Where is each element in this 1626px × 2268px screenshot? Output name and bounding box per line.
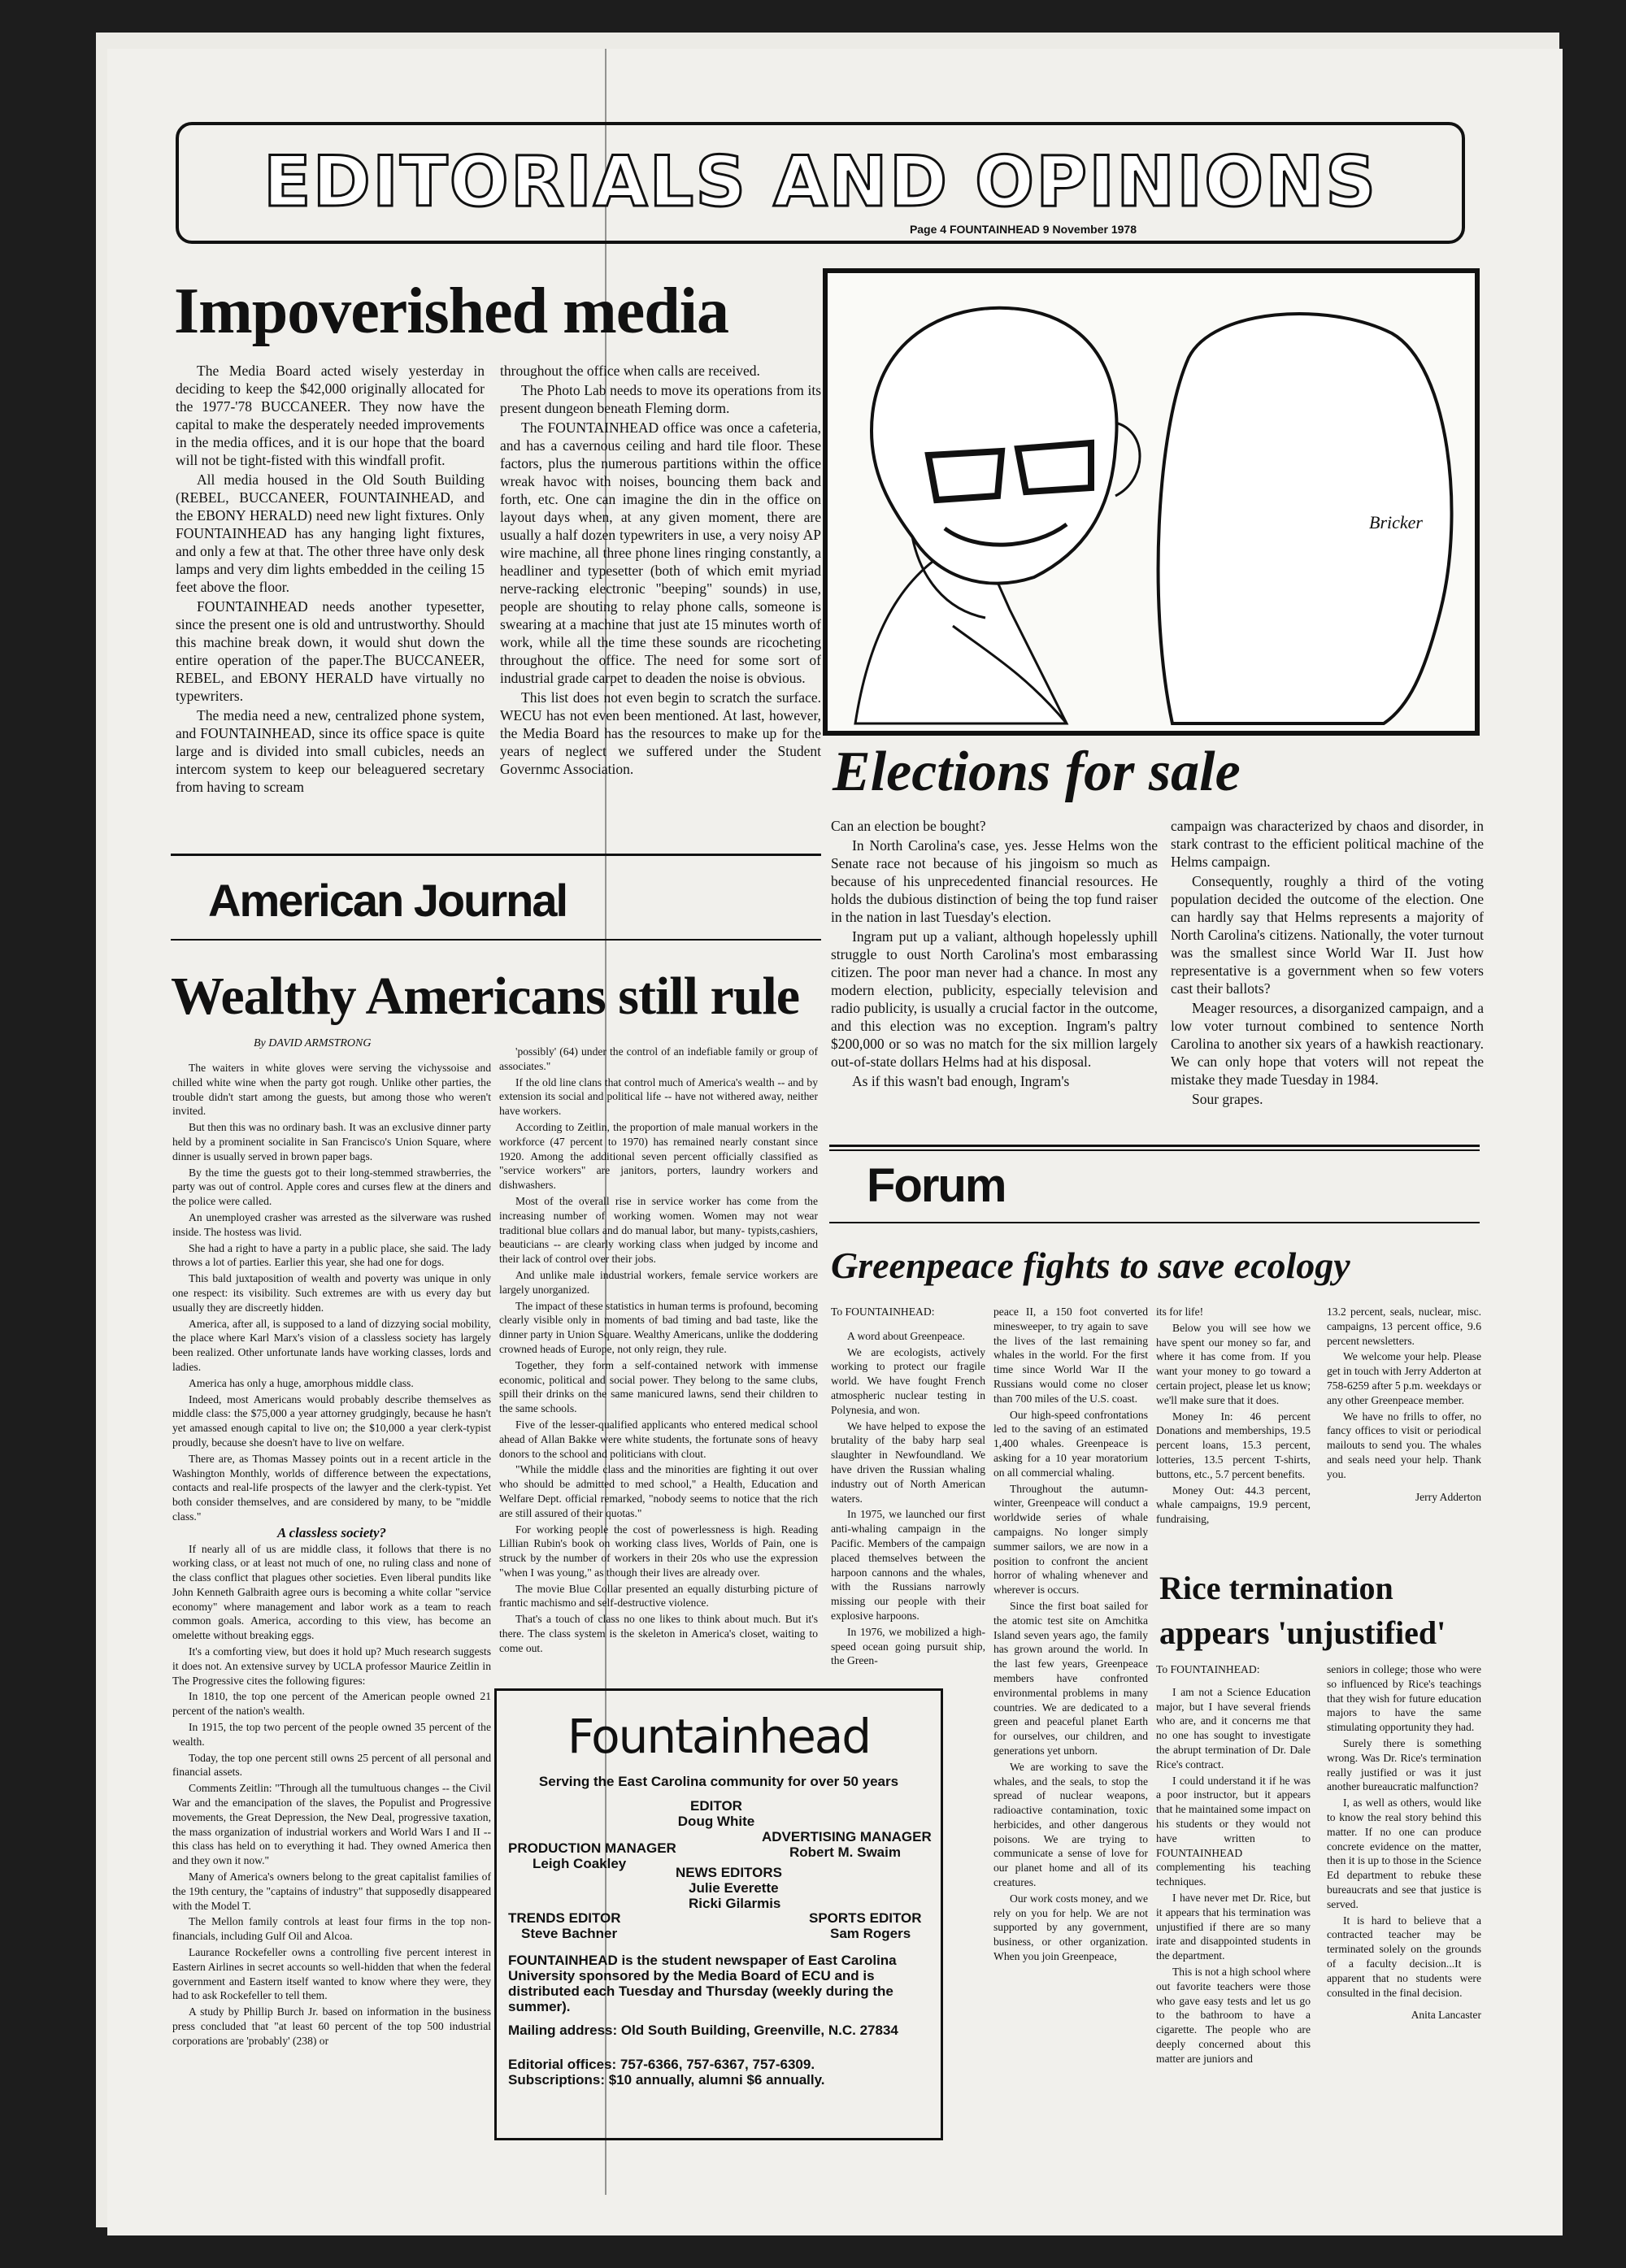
trends-name: Steve Bachner	[521, 1926, 618, 1941]
paragraph: Money Out: 44.3 percent, whale campaigns, 19.9 percent, fundraising,	[1156, 1484, 1311, 1526]
paragraph: We are ecologists, actively working to protect our fragile world. We have fought French atmospheric nuclear testing in Polynesia, and won.	[831, 1345, 985, 1416]
rice-col1	[1156, 1662, 1311, 2068]
section-masthead	[176, 122, 1465, 244]
paragraph: Indeed, most Americans would probably describe themselves as middle class: the $75,000 a year attorney grudgingly, because he hasn't yet amassed enough capital to live on; the $10,000 a year clerk-typist proudly, because she doesn't have to live on welfare.	[172, 1393, 491, 1449]
advertising-title: ADVERTISING MANAGER	[762, 1829, 932, 1844]
paragraph: The impact of these statistics in human terms is profound, becoming clearly visible only in moments of bad timing and bad taste, like the dinner party in Union Square. Wealthy Americans, unlike the doddering crowned heads of Europe, not only reign, they rule.	[499, 1299, 818, 1355]
elections-col2	[1171, 817, 1484, 1110]
impoverished-col2	[500, 362, 821, 780]
paragraph: An unemployed crasher was arrested as the silverware was rushed inside. The hostess was livid.	[172, 1210, 491, 1238]
cartoon-signature: Bricker	[1369, 512, 1423, 532]
headline-wealthy-americans: Wealthy Americans still rule	[171, 967, 800, 1026]
divider	[171, 939, 821, 941]
paragraph: This list does not even begin to scratch the surface. WECU has not even been mentioned. At last, however, the Media Board has the resources to make up for the years of neglect we suffered under the Student Governmc Association.	[500, 689, 821, 777]
greenpeace-col1	[831, 1305, 985, 1670]
paragraph: The FOUNTAINHEAD office was once a cafeteria, and has a cavernous ceiling and hard tile floor. These factors, plus the numerous partitions within the office wreak havoc with noises, bouncing them back and forth, etc. One can imagine the din in the office on layout days when, at any given moment, there are usually a half dozen typewriters in use, a very noisy AP wire machine, all three phone lines ringing constantly, a headliner and typesetter (both of which emit myriad nerve-racking electronic "beeping" sounds) in use, people are shouting to relay phone calls, someone is swearing at a machine that just ate 15 minutes worth of work, while all the time these sounds are ricocheting throughout the office. The need for some sort of industrial grade carpet to deaden the noise is obvious.	[500, 419, 821, 686]
elections-col1	[831, 817, 1158, 1092]
greenpeace-col4	[1327, 1305, 1481, 1505]
paragraph: its for life!	[1156, 1306, 1204, 1318]
dateline: Page 4 FOUNTAINHEAD 9 November 1978	[909, 223, 1137, 236]
paragraph: We have helped to expose the brutality of the baby harp seal slaughter in Newfoundland. We have driven the Russian whaling industry out of North American waters.	[831, 1419, 985, 1505]
paragraph: All media housed in the Old South Building (REBEL, BUCCANEER, FOUNTAINHEAD, and the EBONY HERALD) need new light fixtures. Only FOUNTAINHEAD has any hanging light fixtures, and only a few at that. The other three have only desk lamps and very dim lights embedded in the ceiling 15 feet above the floor.	[176, 471, 485, 595]
signature-anita-lancaster: Anita Lancaster	[1411, 2009, 1481, 2022]
trends-title: TRENDS EDITOR	[508, 1910, 621, 1926]
divider	[829, 1149, 1480, 1151]
paragraph: Five of the lesser-qualified applicants who entered medical school ahead of Allan Bakke were white students, the fortunate sons of heavy donors to the school and politicians with clout.	[499, 1418, 818, 1460]
rice-col2	[1327, 1662, 1481, 2024]
paragraph: If the old line clans that control much of America's wealth -- and by extension its social and political life -- have not withered away, neither have workers.	[499, 1075, 818, 1118]
greenpeace-col2	[993, 1305, 1148, 1966]
paragraph: I could understand it if he was a poor instructor, but it appears that he maintained some impact on his students or they would not have written to FOUNTAINHEAD complementing his teaching techniques.	[1156, 1774, 1311, 1888]
paragraph: seniors in college; those who were so influenced by Rice's teachings that they wish for future education majors to have the same stimulating opportunity they had.	[1327, 1663, 1481, 1734]
paragraph: If nearly all of us are middle class, it follows that there is no working class, or at least not much of one, no ruling class and none of the class conflict that plagues other societies. Even liberal pundits like John Kenneth Galbraith agree ours is becoming a white collar "service economy" where management and labor work as a team to reach common goals. America, according to this view, has become an omelette without breaking eggs.	[172, 1542, 491, 1642]
paragraph: For working people the cost of powerlessness is high. Reading Lillian Rubin's book on working class lives, Worlds of Pain, one is struck by the number of workers in their 20s who use the expression "when I was young," as though their lives are already over.	[499, 1523, 818, 1579]
american-journal-col2	[499, 1045, 818, 1658]
paragraph: Many of America's owners belong to the great capitalist families of the 19th century, the "captains of industry" that supposedly disappeared with the Model T.	[172, 1870, 491, 1912]
staff-statement: FOUNTAINHEAD is the student newspaper of East Carolina University sponsored by the Media Board of ECU and is distributed each Tuesday and Thursday (weekly during the summer).	[508, 1953, 897, 2014]
paragraph: I am not a Science Education major, but I have several friends who are, and it concerns me that no one has sought to investigate the abrupt termination of Dr. Dale Rice's contract.	[1156, 1685, 1311, 1771]
editorial-cartoon	[823, 268, 1480, 736]
paragraph: In 1976, we mobilized a high-speed ocean going pursuit ship, the Green-	[831, 1625, 985, 1667]
salutation: To FOUNTAINHEAD:	[1156, 1663, 1260, 1675]
paragraph: It's a comforting view, but does it hold up? Much research suggests it does not. An extensive survey by UCLA professor Maurice Zeitlin in The Progressive cites the following figures:	[172, 1645, 491, 1687]
headline-rice-line2: appears 'unjustified'	[1159, 1614, 1446, 1651]
paragraph: This is not a high school where out favorite teachers were those who gave easy tests and let us go to the bathroom to have a cigarette. The people who are deeply concerned about this matter are juniors and	[1156, 1965, 1311, 2065]
paragraph: This bald juxtaposition of wealth and poverty was unique in only one respect: its visibility. Such extremes are with us every day but usually they are discreetly hidden.	[172, 1272, 491, 1314]
paragraph: A study by Phillip Burch Jr. based on information in the business press concluded that "at least 60 percent of the top 500 industrial corporations are 'probably' (238) or	[172, 2005, 491, 2047]
paragraph: It is hard to believe that a contracted teacher may be terminated solely on the grounds of a faculty decision...It is apparent that no students were consulted in the final decision.	[1327, 1914, 1481, 1999]
paragraph: The media need a new, centralized phone system, and FOUNTAINHEAD, since its office space is quite large and is divided into small cubicles, needs an intercom system to keep our beleaguered secretary from having to scream	[176, 707, 485, 795]
paragraph: peace II, a 150 foot converted minesweeper, to try again to save the lives of the last remaining whales in the world. For the first time since World War II the Russians would come no closer than 700 miles of the U.S. coast.	[993, 1306, 1148, 1405]
paragraph: Laurance Rockefeller owns a controlling five percent interest in Eastern Airlines in secret accounts so well-hidden that when the federal government and Eastern itself wanted to know where they were, they had to ask Rockefeller to tell them.	[172, 1946, 491, 2002]
paragraph: 'possibly' (64) under the control of an indefiable family or group of associates."	[499, 1045, 818, 1072]
news-editor-1: Julie Everette	[689, 1880, 779, 1896]
paragraph: America has only a huge, amorphous middle class.	[189, 1376, 414, 1389]
paragraph: Since the first boat sailed for the atomic test site on Amchitka Island seven years ago, the family has grown around the world. In the last few years, Greenpeace members have confronted environmental problems in many countries. We are dedicated to a green and peaceful planet Earth for ourselves, our children, and generations yet unborn.	[993, 1599, 1148, 1757]
paragraph: Comments Zeitlin: "Through all the tumultuous changes -- the Civil War and the emancipation of the slaves, the Populist and Progressive movements, the Great Depression, the New Deal, progressive taxation, the mass organization of industrial workers and World Wars I and II -- this class has held on to everything it had. They owned America then and they own it now."	[172, 1782, 491, 1867]
paragraph: The waiters in white gloves were serving the vichyssoise and chilled white wine when the party got rough. Unlike other parties, the trouble didn't start among the guests, but among those who weren't invited.	[172, 1062, 491, 1118]
paragraph: As if this wasn't bad enough, Ingram's	[852, 1073, 1070, 1089]
paragraph: The Media Board acted wisely yesterday in deciding to keep the $42,000 originally allocated for the 1977-'78 BUCCANEER. They now have the capital to make the desperately needed improvements in the media offices, and it is our hope that the board will not be tight-fisted with this windfall profit.	[176, 363, 485, 468]
mailing-address: Mailing address: Old South Building, Greenville, N.C. 27834	[508, 2023, 898, 2038]
sports-name: Sam Rogers	[830, 1926, 911, 1941]
paragraph: I, as well as others, would like to know the real story behind this matter. If no one can produce concrete evidence on the matter, then it is up to those in the Science Ed department to rebuke these bureaucrats and see that justice is served.	[1327, 1797, 1481, 1910]
paragraph: In North Carolina's case, yes. Jesse Helms won the Senate race not because of his jingoism so much as because of his unprecedented financial resources. He holds the dubious distinction of being the top fund raiser in the nation in last Tuesday's election.	[831, 837, 1158, 925]
section-forum: Forum	[867, 1159, 1006, 1212]
signature-jerry-adderton: Jerry Adderton	[1415, 1490, 1481, 1503]
editorial-offices: Editorial offices: 757-6366, 757-6367, 757-6309.	[508, 2057, 815, 2072]
editor-title: EDITOR	[690, 1798, 742, 1814]
paragraph: I have never met Dr. Rice, but it appears that his termination was unjustified if there are so many irate and disappointed students in the department.	[1156, 1891, 1311, 1962]
american-journal-col1	[172, 1061, 491, 2050]
headline-greenpeace: Greenpeace fights to save ecology	[831, 1245, 1350, 1286]
paragraph: Can an election be bought?	[831, 818, 986, 834]
paragraph: In 1975, we launched our first anti-whaling campaign in the Pacific. Members of the campaign placed themselves between the harpoon cannons and the whales, with the Russians narrowly missing our people with their explosive harpoons.	[831, 1508, 985, 1622]
masthead-title: EDITORIALS AND OPINIONS	[263, 141, 1378, 223]
fountainhead-logo: Fountainhead	[567, 1709, 871, 1764]
tagline: Serving the East Carolina community for over 50 years	[538, 1774, 899, 1789]
sports-title: SPORTS EDITOR	[809, 1910, 922, 1926]
section-american-journal: American Journal	[208, 875, 567, 926]
divider	[829, 1222, 1480, 1223]
greenpeace-col3	[1156, 1305, 1311, 1528]
paragraph: The Photo Lab needs to move its operations from its present dungeon beneath Fleming dorm.	[500, 382, 821, 416]
paragraph: She had a right to have a party in a public place, she said. The lady throws a lot of parties. Earlier this year, she had one for dogs.	[172, 1241, 491, 1269]
impoverished-col1	[176, 362, 485, 797]
paragraph: A word about Greenpeace.	[847, 1329, 965, 1342]
paragraph: America, after all, is supposed to a land of dizzying social mobility, the place where Karl Marx's vision of a classless society has largely been realized. Other unfortunate lands have working classes, lords and ladies.	[172, 1317, 491, 1373]
paragraph: Our high-speed confrontations led to the saving of an estimated 1,400 whales. Greenpeace is asking for a 10 year moratorium on all commercial whaling.	[993, 1408, 1148, 1479]
paragraph: Ingram put up a valiant, although hopelessly uphill struggle to oust North Carolina's most embarassing citizen. The poor man never had a chance. In most any modern election, publicity, especially television and radio publicity, is usually a crucial factor in the outcome, and this election was no exception. Ingram's paltry $200,000 or so was no match for the six million largely out-of-state dollars Helms had at his disposal.	[831, 928, 1158, 1070]
paragraph: FOUNTAINHEAD needs another typesetter, since the present one is old and untrustworthy. Should this machine break down, it would shut down the entire operation of the paper.The BUCCANEER, REBEL, and EBONY HERALD have virtually no typewriters.	[176, 598, 485, 704]
paragraph: We have no frills to offer, no fancy offices to visit or periodical mailouts to send you. The whales and seals need your help. Thank you.	[1327, 1410, 1481, 1480]
byline: By DAVID ARMSTRONG	[254, 1037, 372, 1049]
headline-rice-line1: Rice termination	[1159, 1570, 1393, 1606]
editor-name: Doug White	[677, 1814, 755, 1829]
paragraph: And unlike male industrial workers, female service workers are largely unorganized.	[499, 1268, 818, 1296]
news-title: NEWS EDITORS	[676, 1865, 782, 1880]
paragraph: In 1915, the top two percent of the people owned 35 percent of the wealth.	[172, 1721, 491, 1748]
cartoon-drawing	[823, 268, 1480, 736]
paragraph: Consequently, roughly a third of the voting population decided the outcome of the election. One can hardly say that Helms represents a majority of North Carolina's citizens. Nationally, the voter turnout was the smallest since World War II. Just how representative is a government when so few voters cast their ballots?	[1171, 873, 1484, 997]
salutation: To FOUNTAINHEAD:	[831, 1306, 935, 1318]
divider	[829, 1145, 1480, 1147]
paragraph: Below you will see how we have spent our money so far, and where it has come from. If you want your money to go toward a certain project, please let us know; we'll make sure that it does.	[1156, 1321, 1311, 1406]
paragraph: Most of the overall rise in service worker has come from the increasing number of working women. Women may not wear traditional blue collars and do manual labor, but many- typists,cashiers, beauticians -- are clearly working class when judged by income and their lack of control over their jobs.	[499, 1194, 818, 1266]
paragraph: But then this was no ordinary bash. It was an exclusive dinner party held by a prominent socialite in San Francisco's Union Square, where dinner is usually served in brown paper bags.	[172, 1121, 491, 1162]
paragraph: In 1810, the top one percent of the American people owned 21 percent of the nation's wealth.	[172, 1690, 491, 1718]
news-editor-2: Ricki Gilarmis	[689, 1896, 781, 1911]
paragraph: campaign was characterized by chaos and disorder, in stark contrast to the efficient political machine of the Helms campaign.	[1171, 818, 1484, 870]
paragraph: Surely there is something wrong. Was Dr. Rice's termination really justified or was it just another bureaucratic malfunction?	[1327, 1736, 1481, 1793]
paragraph: 13.2 percent, seals, nuclear, misc. campaigns, 13 percent office, 9.6 percent newsletters.	[1327, 1306, 1481, 1347]
advertising-name: Robert M. Swaim	[789, 1844, 901, 1860]
paragraph: That's a touch of class no one likes to think about much. But it's there. The class system is the skeleton in America's closet, waiting to come out.	[499, 1613, 818, 1654]
headline-impoverished-media: Impoverished media	[174, 276, 728, 347]
paragraph: Money In: 46 percent Donations and memberships, 19.5 percent loans, 15.3 percent, lotteries, 13.5 percent T-shirts, buttons, etc., 5.7 percent benefits.	[1156, 1410, 1311, 1480]
divider	[171, 854, 821, 856]
subscriptions: Subscriptions: $10 annually, alumni $6 annually.	[508, 2072, 825, 2088]
headline-elections-for-sale: Elections for sale	[833, 741, 1241, 803]
paragraph: Throughout the autumn-winter, Greenpeace will conduct a worldwide series of whale campaigns. No longer simply summer sailors, we are now in a position to confront the ancient horror of whaling whenever and wherever is occurs.	[993, 1482, 1148, 1597]
paragraph: throughout the office when calls are received.	[500, 363, 760, 379]
paragraph: We are working to save the whales, and the seals, to stop the spread of nuclear weapons, radioactive contamination, toxic herbicides, and other dangerous poisons. We are trying to communicate a sense of love for our planet home and all of its creatures.	[993, 1760, 1148, 1889]
production-name: Leigh Coakley	[533, 1856, 627, 1871]
paragraph: By the time the guests got to their long-stemmed strawberries, the party was out of control. Apple cores and curses flew at the diners and the police were called.	[172, 1166, 491, 1208]
paragraph: The Mellon family controls at least four firms in the top non-financials, including Gulf Oil and Alcoa.	[172, 1915, 491, 1943]
fountainhead-staff-box	[494, 1688, 943, 2140]
paragraph: "While the middle class and the minorities are fighting it out over who should be admitted to med school," a Health, Education and Welfare Dept. official remarked, "nobody seems to notice that the rich are still assured of their quotas."	[499, 1463, 818, 1519]
paragraph: Our work costs money, and we rely on you for help. We are not supported by any government, business, or other organization. When you join Greenpeace,	[993, 1892, 1148, 1963]
paragraph: Sour grapes.	[1192, 1091, 1263, 1107]
paragraph: According to Zeitlin, the proportion of male manual workers in the workforce (47 percent to 1970) has remained nearly constant since 1920. Among the additional seven percent officially classified as "service workers" are janitors, porters, laundry workers and dishwashers.	[499, 1120, 818, 1192]
paragraph: Meager resources, a disorganized campaign, and a low voter turnout combined to sentence North Carolina to another six years of a hawkish reactionary. We can only hope that voters will not repeat the mistake they made Tuesday in 1984.	[1171, 1000, 1484, 1088]
production-title: PRODUCTION MANAGER	[508, 1840, 676, 1856]
subhead-classless-society: A classless society?	[276, 1524, 387, 1540]
paragraph: Today, the top one percent still owns 25 percent of all personal and financial assets.	[172, 1751, 491, 1779]
paragraph: Together, they form a self-contained network with immense economic, political and social power. They belong to the same clubs, spill their drinks on the same manicured lawns, send their children to the same schools.	[499, 1358, 818, 1415]
paragraph: We welcome your help. Please get in touch with Jerry Adderton at 758-6259 after 5 p.m. weekdays or any other Greenpeace member.	[1327, 1350, 1481, 1406]
paragraph: There are, as Thomas Massey points out in a recent article in the Washington Monthly, worlds of difference between the expectations, contacts and real-life prospects of the lawyer and the clerk-typist. Yet both consider themselves, and are considered by many, to be "middle class."	[172, 1452, 491, 1523]
paragraph: The movie Blue Collar presented an equally disturbing picture of frantic machismo and self-destructive violence.	[499, 1582, 818, 1610]
